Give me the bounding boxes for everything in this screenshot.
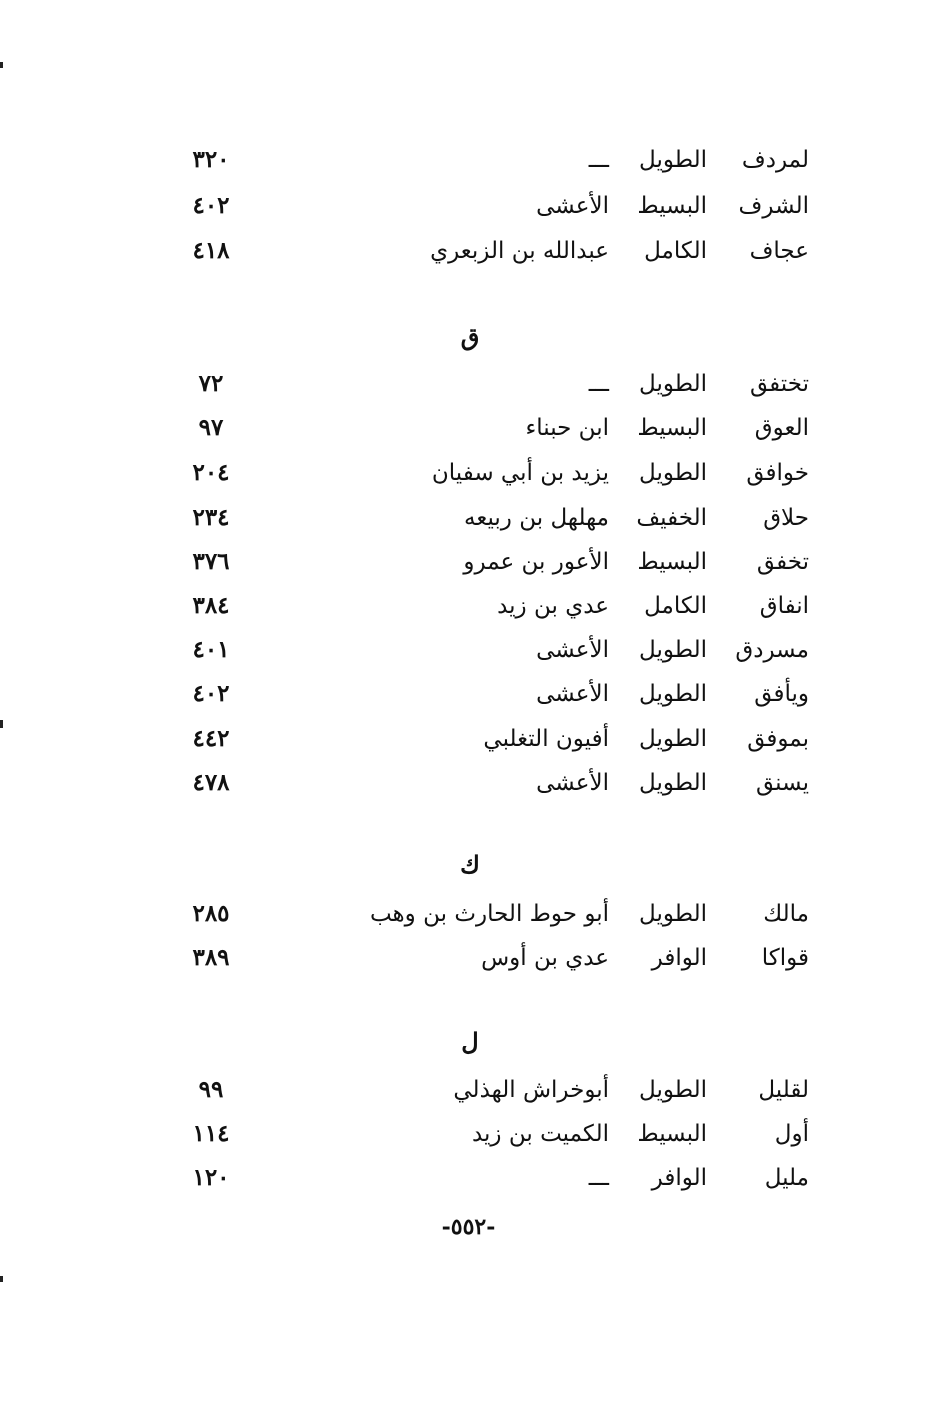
index-row [0, 184, 937, 228]
meter-name: الطويل [639, 637, 707, 663]
page-number: ٢٠٤ [192, 459, 230, 486]
rhyme-word: العوق [754, 415, 809, 441]
page-number: ٤٠٢ [192, 680, 230, 707]
poet-name: ابن حبناء [525, 415, 609, 441]
meter-name: البسيط [637, 549, 707, 575]
rhyme-word: الشرف [738, 193, 809, 219]
page-number: ١١٤ [192, 1120, 230, 1147]
index-row [0, 761, 937, 805]
rhyme-word: قواكا [761, 945, 809, 971]
index-row [0, 229, 937, 273]
index-row [0, 496, 937, 540]
page-number: ٣٨٩ [192, 944, 230, 971]
index-row [0, 936, 937, 980]
page-number: ٧٢ [198, 370, 224, 397]
rhyme-word: مالك [763, 901, 809, 927]
index-row [0, 717, 937, 761]
rhyme-word: انفاق [759, 593, 809, 619]
poet-name: أفيون التغلبي [483, 726, 609, 752]
poet-name: عبدالله بن الزبعري [430, 238, 609, 264]
poet-name: أبوخراش الهذلي [453, 1077, 609, 1103]
section-letter-heading: ق [460, 322, 480, 351]
poet-name: ـــ [588, 147, 609, 173]
rhyme-word: خوافق [746, 460, 809, 486]
meter-name: البسيط [637, 193, 707, 219]
meter-name: الطويل [639, 901, 707, 927]
page-number: ٢٣٤ [192, 504, 230, 531]
meter-name: الكامل [644, 238, 707, 264]
poet-name: أبو حوط الحارث بن وهب [369, 901, 609, 927]
section-letter-heading: ك [460, 850, 480, 879]
rhyme-word: لقليل [758, 1077, 809, 1103]
meter-name: البسيط [637, 1121, 707, 1147]
page-number: ١٢٠ [192, 1164, 230, 1191]
meter-name: الخفيف [636, 505, 707, 531]
rhyme-word: تختفق [749, 371, 809, 397]
page-number: ٣٨٤ [192, 592, 230, 619]
meter-name: البسيط [637, 415, 707, 441]
poet-name: الأعشى [536, 681, 609, 707]
index-row [0, 628, 937, 672]
rhyme-word: أول [774, 1121, 809, 1147]
index-row [0, 1112, 937, 1156]
meter-name: الطويل [639, 1077, 707, 1103]
scan-edge-mark [0, 62, 3, 68]
meter-name: الطويل [639, 726, 707, 752]
meter-name: الطويل [639, 371, 707, 397]
page-number: ٣٧٦ [192, 548, 230, 575]
poet-name: الأعشى [536, 193, 609, 219]
index-row [0, 138, 937, 182]
meter-name: الطويل [639, 770, 707, 796]
meter-name: الطويل [639, 147, 707, 173]
index-row [0, 406, 937, 450]
page-number: ٩٧ [198, 414, 224, 441]
index-row [0, 540, 937, 584]
rhyme-word: عجاف [749, 238, 809, 264]
rhyme-word: بموفق [747, 726, 809, 752]
scan-edge-mark [0, 1276, 3, 1282]
poet-name: الكميت بن زيد [471, 1121, 609, 1147]
page-number: ٤٧٨ [192, 769, 230, 796]
rhyme-word: مسردق [735, 637, 809, 663]
page-number: ٤٤٢ [192, 725, 230, 752]
poet-name: الأعور بن عمرو [463, 549, 609, 575]
index-row [0, 1156, 937, 1200]
poet-name: الأعشى [536, 770, 609, 796]
rhyme-word: حلاق [763, 505, 809, 531]
page-number: ٤٠٢ [192, 192, 230, 219]
index-row [0, 584, 937, 628]
rhyme-word: ويأفق [754, 681, 809, 707]
page-number: ٤٠١ [192, 636, 230, 663]
page-number: ٩٩ [198, 1076, 224, 1103]
index-row [0, 892, 937, 936]
rhyme-word: مليل [764, 1165, 809, 1191]
meter-name: الطويل [639, 460, 707, 486]
poet-name: ـــ [588, 1165, 609, 1191]
section-letter-heading: ل [461, 1027, 479, 1056]
poet-name: الأعشى [536, 637, 609, 663]
page-number: ٤١٨ [192, 237, 230, 264]
poet-name: عدي بن أوس [481, 945, 609, 971]
poet-name: ـــ [588, 371, 609, 397]
poet-name: مهلهل بن ربيعه [464, 505, 609, 531]
meter-name: الكامل [644, 593, 707, 619]
meter-name: الوافر [651, 1165, 707, 1191]
rhyme-word: يسنق [755, 770, 809, 796]
page-number: ٣٢٠ [192, 146, 230, 173]
page-number: ٢٨٥ [192, 900, 230, 927]
rhyme-word: تخفق [756, 549, 809, 575]
index-row [0, 362, 937, 406]
index-row [0, 1068, 937, 1112]
page-footer-number: -٥٥٢- [441, 1214, 496, 1240]
index-row [0, 451, 937, 495]
meter-name: الوافر [651, 945, 707, 971]
poet-name: عدي بن زيد [497, 593, 609, 619]
rhyme-word: لمردف [741, 147, 809, 173]
index-row [0, 672, 937, 716]
meter-name: الطويل [639, 681, 707, 707]
poet-name: يزيد بن أبي سفيان [431, 460, 609, 486]
